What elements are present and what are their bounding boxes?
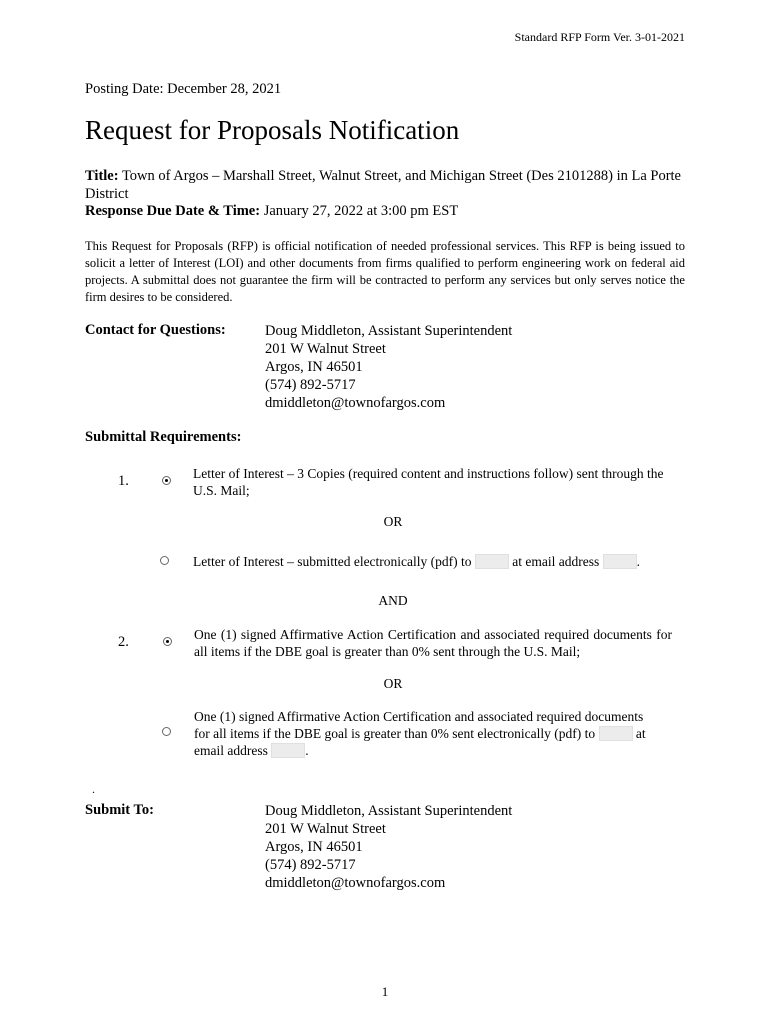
intro-paragraph: This Request for Proposals (RFP) is official notification of needed professional services. This RFP is being issued to solicit a letter of Interest (LOI) and other documents from firms qualified to perform engineering work on federal aid projects. A submittal does not guarantee the firm will be contracted to perform any services but only serves notice the firm desires to be considered. — [85, 239, 685, 304]
page-number: 1 — [381, 984, 389, 999]
project-title-value: Town of Argos – Marshall Street, Walnut Street, and Michigan Street (Des 2101288) in La Porte District — [85, 168, 681, 202]
or-separator-2: OR — [383, 676, 403, 691]
item2-electronic-end: . — [305, 743, 309, 758]
submit-to-street: 201 W Walnut Street — [265, 821, 386, 837]
stray-mark: . — [92, 782, 95, 796]
contact-street: 201 W Walnut Street — [265, 341, 386, 357]
response-due — [85, 203, 458, 220]
item2-number: 2. — [118, 634, 129, 650]
contact-label: Contact for Questions: — [85, 322, 226, 338]
item1-electronic-radio[interactable] — [160, 556, 169, 565]
contact-name: Doug Middleton, Assistant Superintendent — [265, 323, 513, 339]
item2-email-label: email address — [194, 743, 268, 758]
item1-electronic-mid: at email address — [512, 554, 600, 569]
item1-option-mail: Letter of Interest – 3 Copies (required content and instructions follow) sent through the U.S. Mail; — [193, 466, 664, 498]
submittal-label: Submittal Requirements: — [85, 429, 242, 445]
item2-electronic-radio[interactable] — [162, 727, 171, 736]
item1-email-field[interactable] — [603, 554, 637, 569]
submit-to-block — [265, 802, 512, 892]
item1-electronic-end: . — [636, 554, 640, 569]
project-title-label: Title: — [85, 168, 119, 184]
page-title: Request for Proposals Notification — [85, 115, 460, 145]
submit-to-phone: (574) 892-5717 — [265, 857, 356, 873]
and-separator: AND — [378, 593, 408, 608]
response-due-value: January 27, 2022 at 3:00 pm EST — [263, 203, 459, 219]
or-separator-1: OR — [383, 514, 403, 529]
item1-pdf-recipient-field[interactable] — [475, 554, 509, 569]
contact-block — [265, 322, 512, 412]
submit-to-name: Doug Middleton, Assistant Superintendent — [265, 803, 513, 819]
item2-electronic-at: at — [635, 726, 646, 741]
item2-option-mail: One (1) signed Affirmative Action Certification and associated required documents for all items if the DBE goal is greater than 0% sent through the U.S. Mail; — [194, 627, 672, 659]
item2-pdf-recipient-field[interactable] — [599, 726, 633, 741]
response-due-label: Response Due Date & Time: — [85, 203, 261, 219]
item1-electronic-prefix: Letter of Interest – submitted electronically (pdf) to — [193, 554, 472, 569]
item1-mail-radio[interactable] — [162, 476, 171, 485]
submit-to-email[interactable]: dmiddleton@townofargos.com — [265, 875, 446, 891]
contact-email[interactable]: dmiddleton@townofargos.com — [265, 395, 446, 411]
item2-electronic-text: for all items if the DBE goal is greater than 0% sent electronically (pdf) to — [194, 726, 596, 741]
contact-city: Argos, IN 46501 — [265, 359, 363, 375]
contact-phone: (574) 892-5717 — [265, 377, 356, 393]
item2-electronic-line1: One (1) signed Affirmative Action Certification and associated required documents — [194, 709, 644, 724]
item2-email-field[interactable] — [271, 743, 305, 758]
submit-to-label: Submit To: — [85, 802, 154, 818]
form-version: Standard RFP Form Ver. 3-01-2021 — [514, 30, 685, 44]
project-title — [85, 167, 685, 203]
submit-to-city: Argos, IN 46501 — [265, 839, 363, 855]
item1-number: 1. — [118, 473, 129, 489]
item2-electronic-line2 — [194, 725, 672, 742]
item1-option-electronic — [193, 553, 673, 570]
item2-electronic-line3 — [194, 742, 672, 759]
item2-option-electronic — [194, 708, 672, 759]
item2-mail-radio[interactable] — [163, 637, 172, 646]
posting-date: Posting Date: December 28, 2021 — [85, 81, 282, 97]
